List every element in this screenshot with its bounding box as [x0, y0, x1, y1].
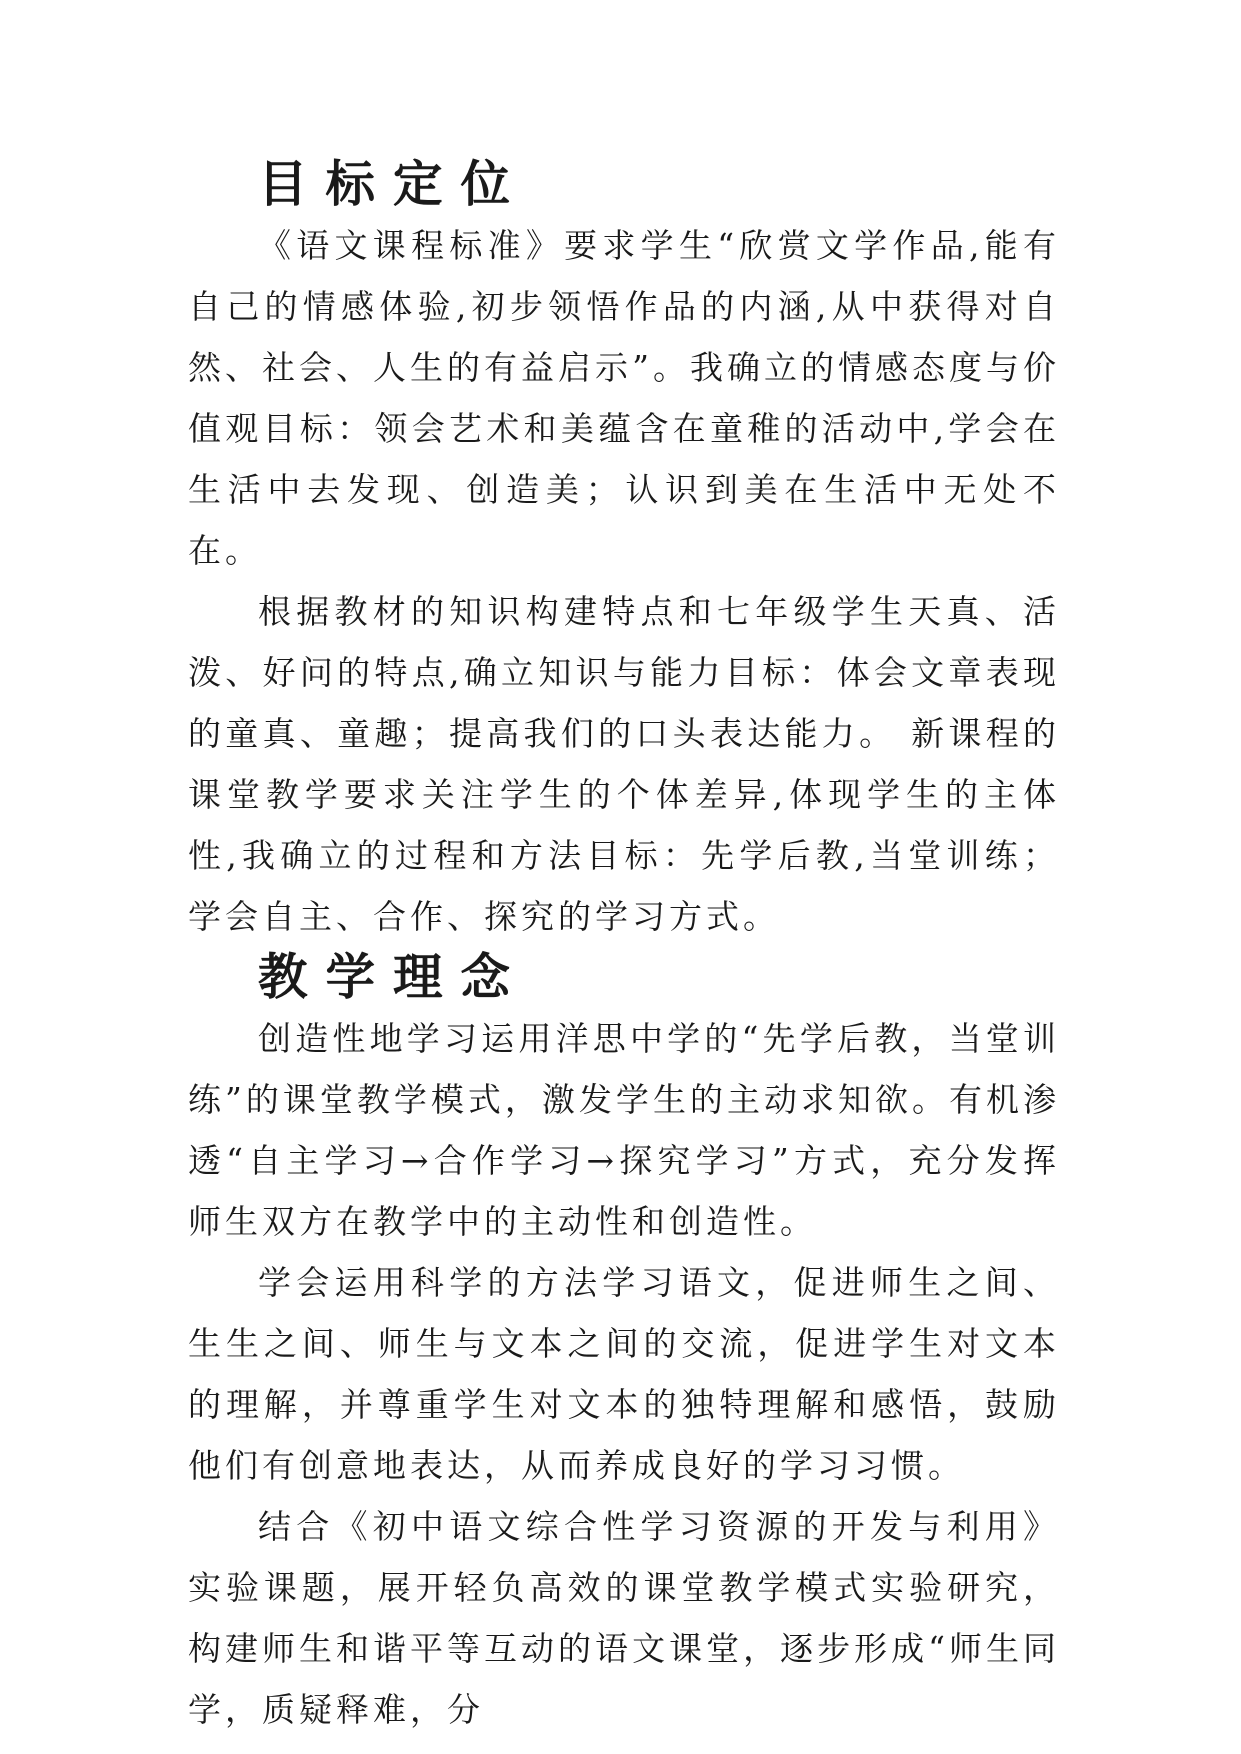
paragraph-knowledge-ability-goal: 根据教材的知识构建特点和七年级学生天真、活泼、好问的特点,确立知识与能力目标：体会文章表现的童真、童趣；提高我们的口头表达能力。 新课程的课堂教学要求关注学生的个体差异,体现学生的主体性,我确立的过程和方法目标：先学后教,当堂训练；学会自主、合作、探究的学习方式。 [188, 592, 1060, 936]
section-heading-goal-positioning: 目标定位 [258, 155, 528, 213]
paragraph-scientific-method: 学会运用科学的方法学习语文，促进师生之间、生生之间、师生与文本之间的交流，促进学生对文本的理解，并尊重学生对文本的独特理解和感悟，鼓励他们有创意地表达，从而养成良好的学习习惯。 [188, 1263, 1060, 1485]
section-heading-teaching-philosophy: 教学理念 [258, 948, 528, 1006]
paragraph-curriculum-standard: 《语文课程标准》要求学生“欣赏文学作品,能有自己的情感体验,初步领悟作品的内涵,从中获得对自然、社会、人生的有益启示”。我确立的情感态度与价值观目标：领会艺术和美蕴含在童稚的活动中,学会在生活中去发现、创造美；认识到美在生活中无处不在。 [188, 226, 1060, 570]
document-page [188, 154, 1060, 1740]
paragraph-teaching-model: 创造性地学习运用洋思中学的“先学后教，当堂训练”的课堂教学模式，激发学生的主动求知欲。有机渗透“自主学习→合作学习→探究学习”方式，充分发挥师生双方在教学中的主动性和创造性。 [188, 1019, 1060, 1241]
paragraph-experiment-project: 结合《初中语文综合性学习资源的开发与利用》实验课题，展开轻负高效的课堂教学模式实验研究，构建师生和谐平等互动的语文课堂，逐步形成“师生同学，质疑释难，分 [188, 1507, 1060, 1729]
